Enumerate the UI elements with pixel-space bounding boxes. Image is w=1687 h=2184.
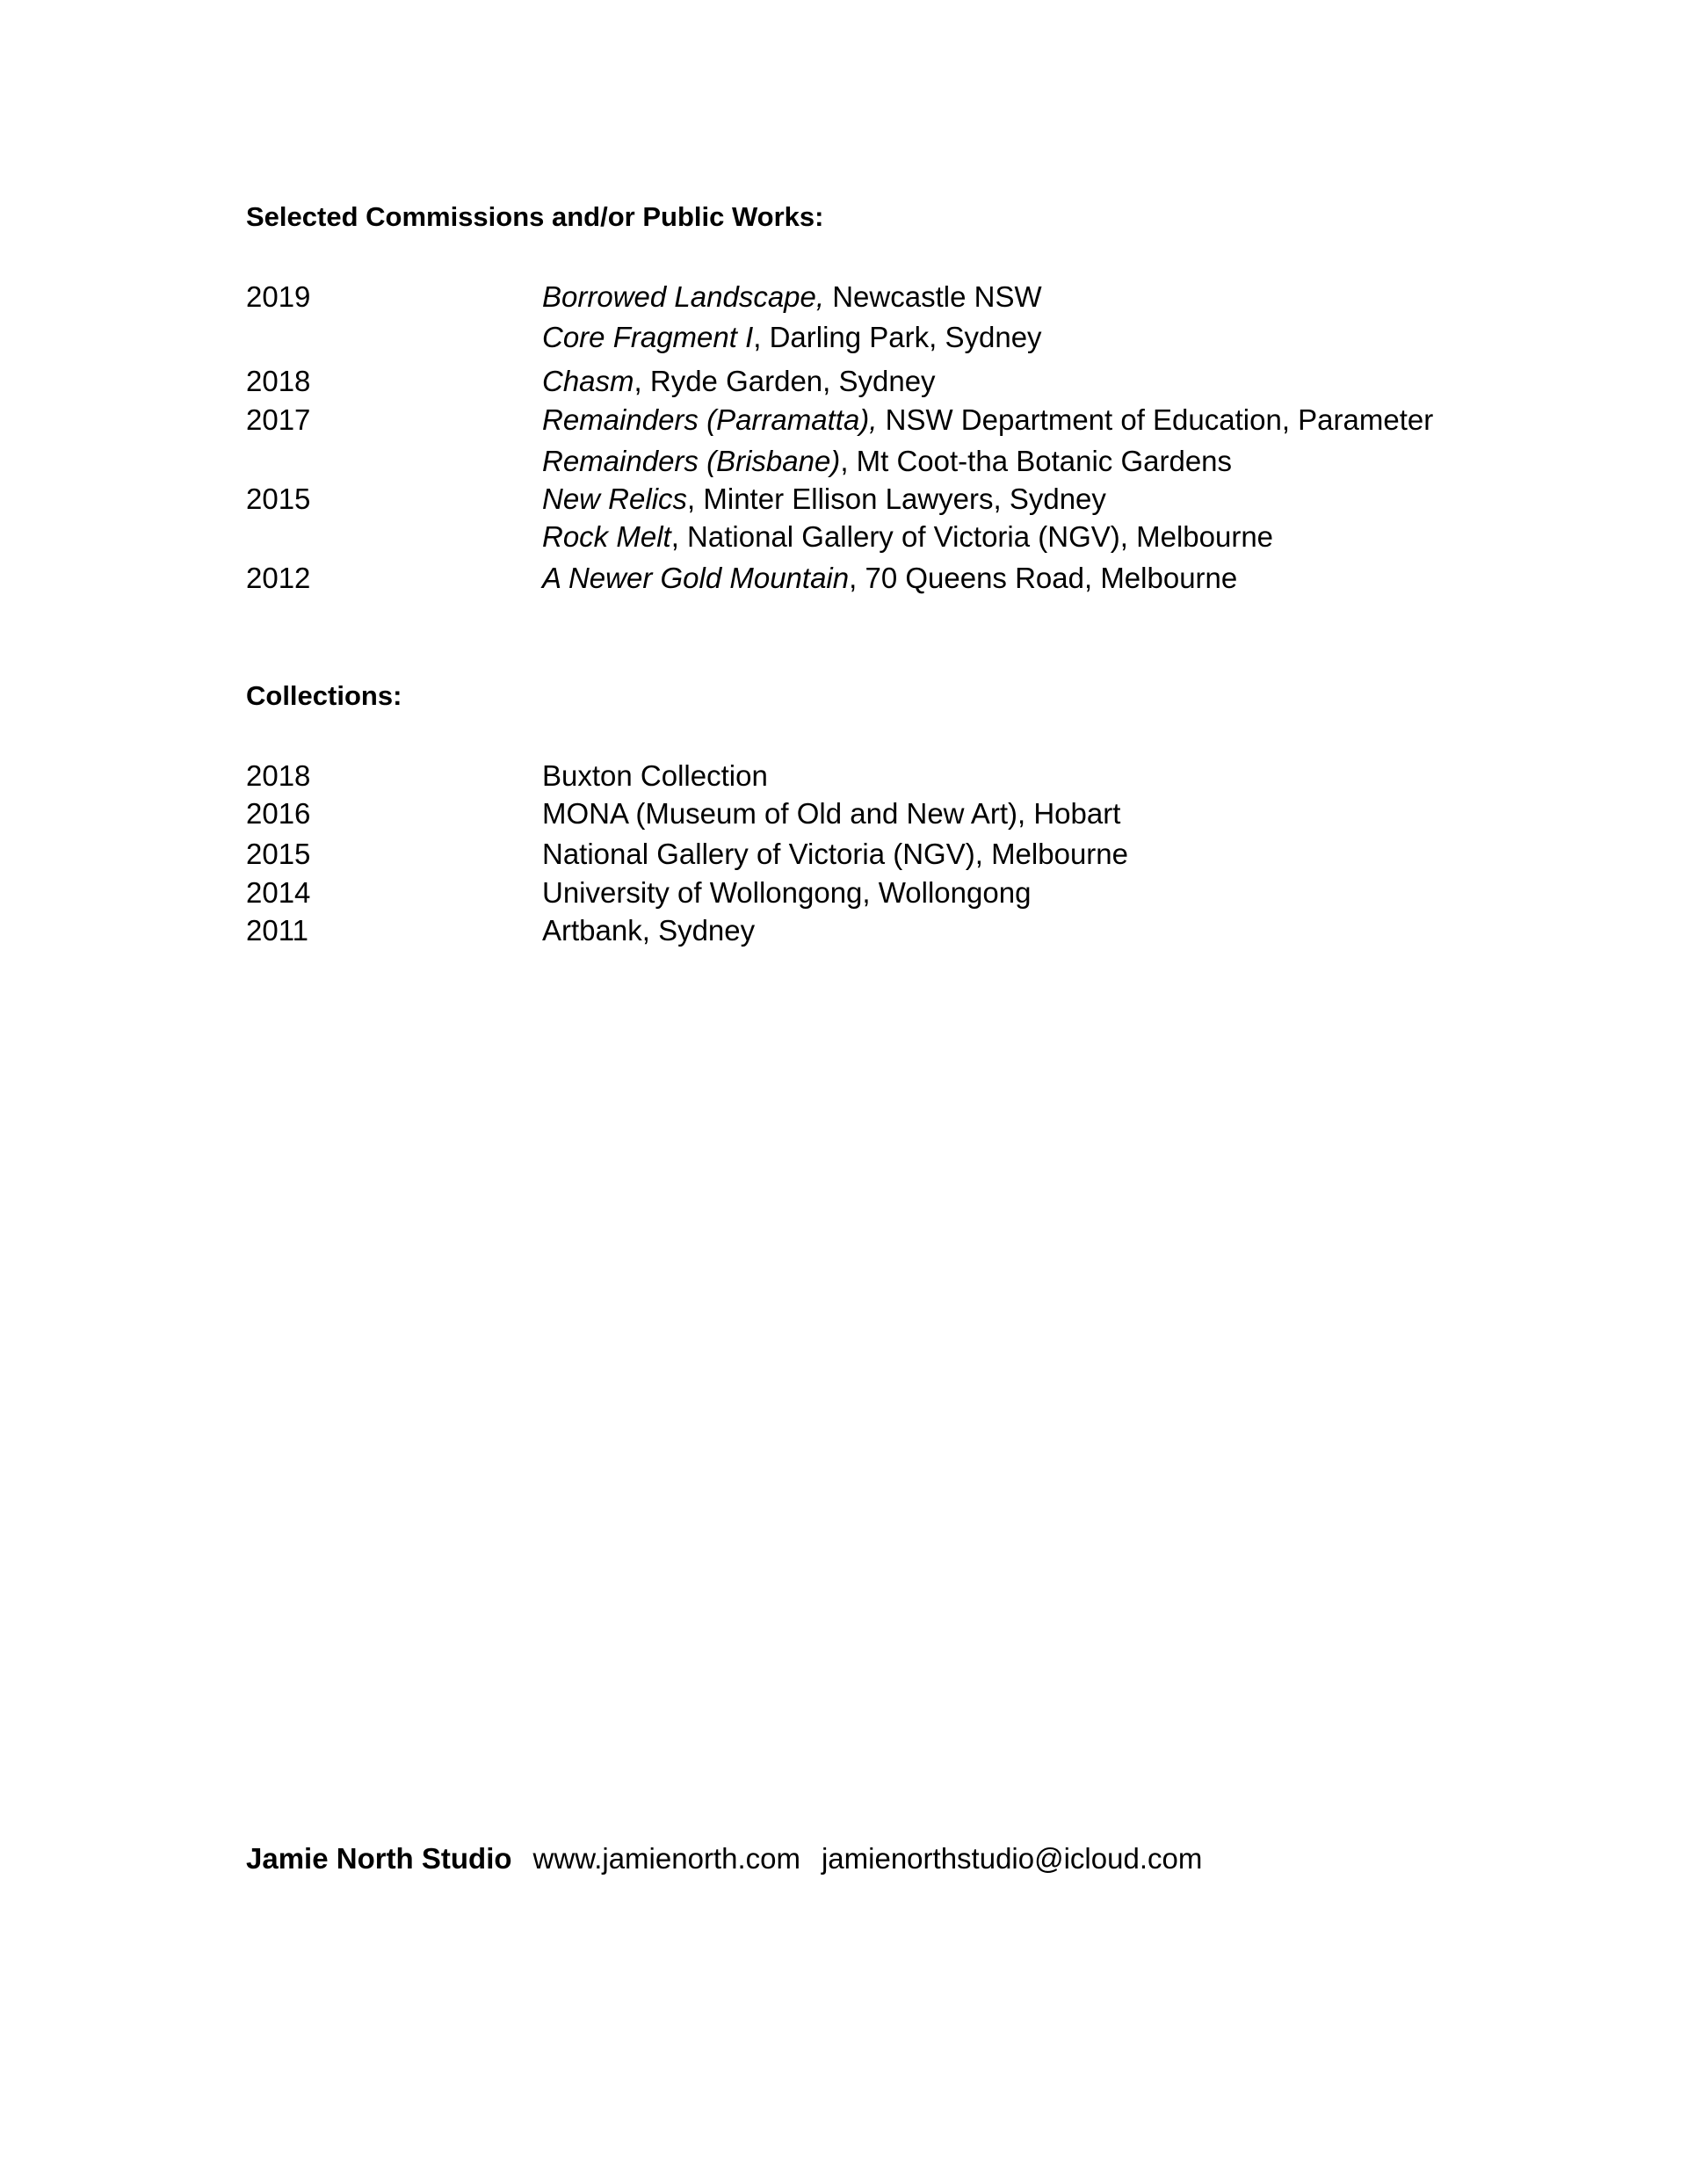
commission-title: Chasm [542, 365, 634, 397]
commission-entry [542, 484, 1106, 513]
commissions-heading: Selected Commissions and/or Public Works: [246, 201, 824, 232]
commission-details: NSW Department of Education, Parameter [877, 403, 1434, 436]
collection-name: University of Wollongong, Wollongong [542, 876, 1032, 909]
commission-year: 2017 [246, 403, 311, 436]
collection-year: 2018 [246, 759, 311, 792]
collection-name: National Gallery of Victoria (NGV), Melbourne [542, 838, 1128, 870]
commission-entry [542, 323, 1042, 352]
commission-title: A Newer Gold Mountain [542, 562, 850, 594]
collection-row [0, 761, 1687, 796]
commission-details: , Darling Park, Sydney [753, 321, 1042, 353]
commission-row [0, 405, 1687, 440]
collection-name: Artbank, Sydney [542, 914, 756, 947]
collection-name: MONA (Museum of Old and New Art), Hobart [542, 797, 1121, 830]
commission-details: , Minter Ellison Lawyers, Sydney [687, 483, 1106, 515]
collection-year: 2014 [246, 876, 311, 909]
commission-details: Newcastle NSW [824, 280, 1042, 313]
collection-year: 2011 [246, 914, 308, 947]
commission-details: , National Gallery of Victoria (NGV), Melbourne [670, 520, 1274, 553]
commission-entry [542, 563, 1237, 592]
commission-details: , 70 Queens Road, Melbourne [849, 562, 1238, 594]
website-link[interactable]: www.jamienorth.com [532, 1842, 800, 1875]
commission-entry [542, 282, 1042, 311]
collection-year: 2015 [246, 838, 311, 870]
commission-entry [542, 522, 1273, 551]
commission-title: Rock Melt [542, 520, 671, 553]
commission-details: , Mt Coot-tha Botanic Gardens [840, 445, 1233, 477]
commission-entry [542, 405, 1433, 434]
email-link[interactable]: jamienorthstudio@icloud.com [821, 1842, 1203, 1875]
footer [246, 1844, 1202, 1873]
commission-details: , Ryde Garden, Sydney [634, 365, 936, 397]
commission-entry [542, 446, 1232, 475]
commission-row [0, 446, 1687, 482]
commission-year: 2012 [246, 562, 311, 594]
commission-year: 2018 [246, 365, 311, 397]
collection-row [0, 799, 1687, 834]
commission-row [0, 323, 1687, 358]
commission-title: Borrowed Landscape, [542, 280, 825, 313]
collection-name: Buxton Collection [542, 759, 768, 792]
collection-row [0, 878, 1687, 913]
commission-row [0, 563, 1687, 599]
studio-name: Jamie North Studio [246, 1842, 512, 1875]
collection-row [0, 916, 1687, 951]
collections-heading: Collections: [246, 680, 402, 711]
commission-title: Remainders (Brisbane) [542, 445, 841, 477]
commission-year: 2019 [246, 280, 311, 313]
collection-year: 2016 [246, 797, 311, 830]
commission-row [0, 522, 1687, 557]
commission-year: 2015 [246, 483, 311, 515]
commission-title: Core Fragment I [542, 321, 754, 353]
commission-row [0, 366, 1687, 402]
commission-row [0, 282, 1687, 317]
commission-title: Remainders (Parramatta), [542, 403, 878, 436]
collection-row [0, 839, 1687, 874]
commission-entry [542, 366, 936, 395]
commission-row [0, 484, 1687, 519]
commission-title: New Relics [542, 483, 688, 515]
